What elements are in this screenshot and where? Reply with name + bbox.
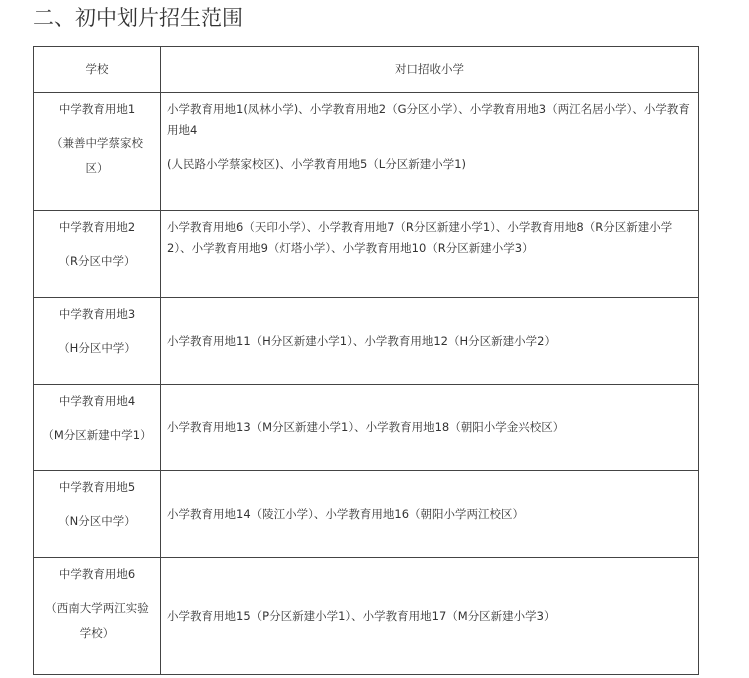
primary-cell: 小学教育用地1(凤林小学)、小学教育用地2（G分区小学）、小学教育用地3（两江名居小学）、小学教育用地4 (人民路小学蔡家校区)、小学教育用地5（L分区新建小学1) [161,93,699,211]
primary-cell: 小学教育用地6（天印小学）、小学教育用地7（R分区新建小学1）、小学教育用地8（R分区新建小学2）、小学教育用地9（灯塔小学）、小学教育用地10（R分区新建小学3） [161,211,699,298]
primary-cell: 小学教育用地11（H分区新建小学1）、小学教育用地12（H分区新建小学2） [161,298,699,385]
table-row [34,558,699,675]
school-cell: 中学教育用地2 （R分区中学） [34,211,161,298]
table-row [34,385,699,471]
section-title: 二、初中划片招生范围 [33,6,243,30]
primary-cell: 小学教育用地15（P分区新建小学1）、小学教育用地17（M分区新建小学3） [161,558,699,675]
table-row [34,298,699,385]
school-cell: 中学教育用地6 （西南大学两江实验 学校） [34,558,161,675]
school-cell: 中学教育用地4 （M分区新建中学1） [34,385,161,471]
primary-cell: 小学教育用地14（陵江小学）、小学教育用地16（朝阳小学两江校区） [161,471,699,558]
enrollment-table [33,46,699,675]
table-row [34,211,699,298]
school-cell: 中学教育用地1 （兼善中学蔡家校 区） [34,93,161,211]
school-cell: 中学教育用地5 （N分区中学） [34,471,161,558]
primary-cell: 小学教育用地13（M分区新建小学1）、小学教育用地18（朝阳小学金兴校区） [161,385,699,471]
school-cell: 中学教育用地3 （H分区中学） [34,298,161,385]
table-row [34,471,699,558]
table-header-row [34,47,699,93]
header-school: 学校 [34,47,161,93]
table-row [34,93,699,211]
header-primary: 对口招收小学 [161,47,699,93]
